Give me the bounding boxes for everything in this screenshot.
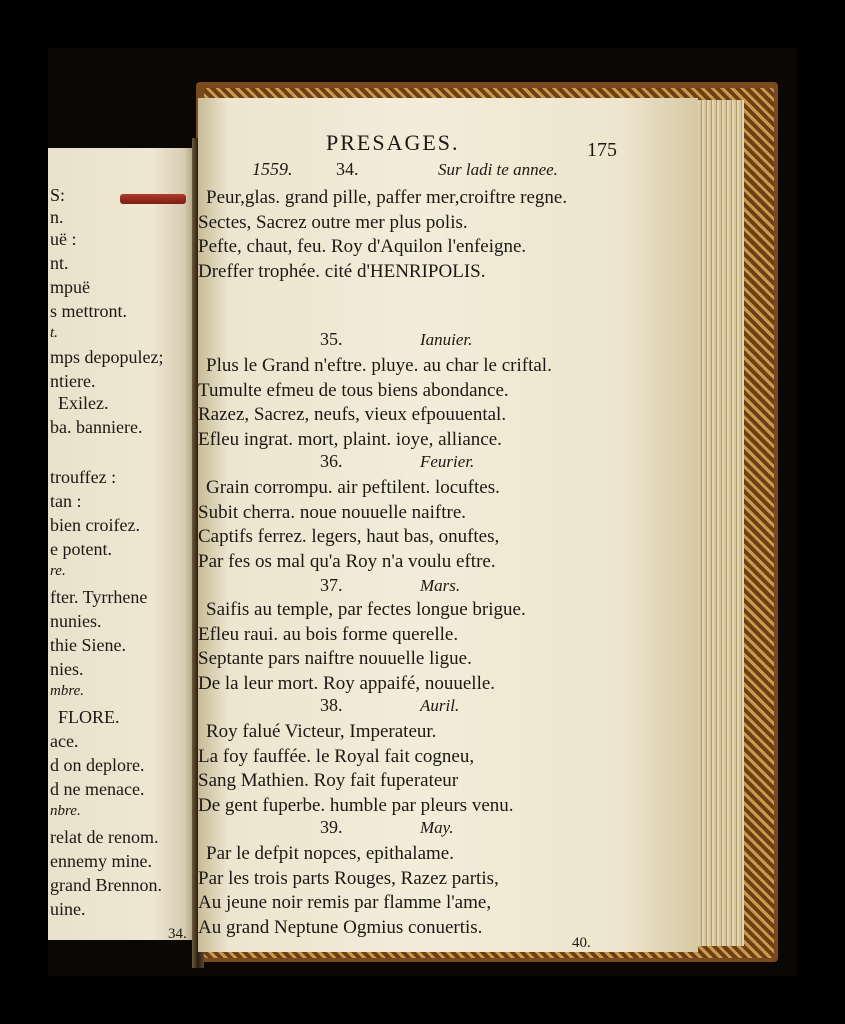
verse-line: La foy fauffée. le Royal fait cogneu, (198, 745, 475, 767)
verse-line: Par fes os mal qu'a Roy n'a voulu eftre. (198, 550, 496, 572)
left-page-line: tan : (50, 491, 82, 511)
stanza-number: 34. (336, 159, 359, 179)
verse-line: Efleu ingrat. mort, plaint. ioye, alliance. (198, 428, 502, 450)
verse-line: Grain corrompu. air peftilent. locuftes. (206, 477, 500, 498)
left-page-line: e potent. (50, 539, 112, 559)
stanza-title: May. (420, 818, 454, 837)
left-page-line: d ne menace. (50, 779, 145, 799)
left-page-line: ntiere. (50, 371, 96, 391)
left-page-line: ennemy mine. (50, 851, 152, 871)
verse-line: Dreffer trophée. cité d'HENRIPOLIS. (198, 260, 486, 282)
left-page (48, 148, 196, 940)
left-page-line: trouffez : (50, 467, 117, 487)
left-page-line: mpuë (50, 277, 90, 297)
verse-line: Subit cherra. noue nouuelle naiftre. (198, 501, 467, 523)
verse-line: Par le defpit nopces, epithalame. (206, 843, 454, 864)
verse-line: Saifis au temple, par fectes longue brigue. (206, 599, 526, 620)
verse-line: Roy falué Victeur, Imperateur. (206, 721, 437, 742)
left-page-line: nies. (50, 659, 84, 679)
left-page-line: ba. banniere. (50, 417, 143, 437)
left-page-line: thie Siene. (50, 635, 126, 655)
left-page-line: bien croifez. (50, 515, 140, 535)
verse-line: Captifs ferrez. legers, haut bas, onuftes, (198, 526, 500, 547)
left-page-line: nbre. (50, 803, 81, 819)
left-page-line: re. (50, 563, 66, 579)
stanza-number: 35. (320, 329, 343, 349)
left-page-line: fter. Tyrrhene (50, 587, 148, 607)
left-page-line: relat de renom. (50, 827, 159, 847)
left-page-line: ace. (50, 731, 79, 751)
left-page-line: mbre. (50, 683, 85, 699)
left-page-line: n. (50, 207, 64, 227)
left-page-line: uine. (50, 899, 86, 919)
left-page-line: nunies. (50, 611, 102, 631)
bookmark-ribbon (120, 194, 186, 204)
left-page-line: grand Brennon. (50, 875, 162, 895)
verse-line: Razez, Sacrez, neufs, vieux efpouuental. (198, 404, 507, 425)
stanza-title: Mars. (420, 576, 461, 595)
stanza-number: 36. (320, 451, 343, 471)
verse-line: Plus le Grand n'eftre. pluye. au char le criftal. (206, 355, 552, 376)
verse-line: Pefte, chaut, feu. Roy d'Aquilon l'enfeigne. (198, 236, 527, 257)
left-page-line: Exilez. (58, 393, 109, 413)
stanza-number: 39. (320, 817, 343, 837)
left-page-line: S: (50, 185, 66, 205)
verse-line: Septante pars naiftre nouuelle ligue. (198, 648, 472, 669)
book-photo (48, 48, 797, 976)
left-page-line: t. (50, 325, 58, 341)
verse-line: De gent fuperbe. humble par pleurs venu. (198, 794, 514, 816)
stanza-title: Feurier. (420, 452, 475, 471)
left-page-line: s mettront. (50, 301, 127, 321)
catchword: 40. (572, 935, 591, 951)
stanza-number: 38. (320, 695, 343, 715)
verse-line: Au grand Neptune Ogmius conuertis. (198, 916, 483, 938)
left-page-folio: 34. (168, 926, 187, 940)
stanza-title: Sur ladi te annee. (438, 160, 558, 179)
verse-line: Efleu raui. au bois forme querelle. (198, 623, 459, 645)
verse-line: De la leur mort. Roy appaifé, nouuelle. (198, 672, 496, 694)
running-head: PRESAGES. (326, 130, 460, 155)
left-page-line: nt. (50, 253, 69, 273)
verse-line: Peur,glas. grand pille, paffer mer,croiftre regne. (206, 187, 568, 208)
page-number: 175 (587, 139, 617, 161)
stanza-year: 1559. (252, 159, 293, 179)
left-page-line: mps depopulez; (50, 347, 164, 367)
verse-line: Sang Mathien. Roy fait fuperateur (198, 770, 459, 791)
left-page-line: d on deplore. (50, 755, 145, 775)
verse-line: Tumulte efmeu de tous biens abondance. (198, 379, 509, 401)
verse-line: Sectes, Sacrez outre mer plus polis. (198, 211, 468, 233)
stanza-title: Auril. (420, 696, 460, 715)
left-page-line: uë : (50, 229, 77, 249)
stanza-title: Ianuier. (420, 330, 473, 349)
verse-line: Au jeune noir remis par flamme l'ame, (198, 892, 492, 913)
stanza-number: 37. (320, 575, 343, 595)
right-page (198, 98, 698, 952)
verse-line: Par les trois parts Rouges, Razez partis, (198, 867, 499, 889)
left-page-line: FLORE. (58, 707, 120, 727)
